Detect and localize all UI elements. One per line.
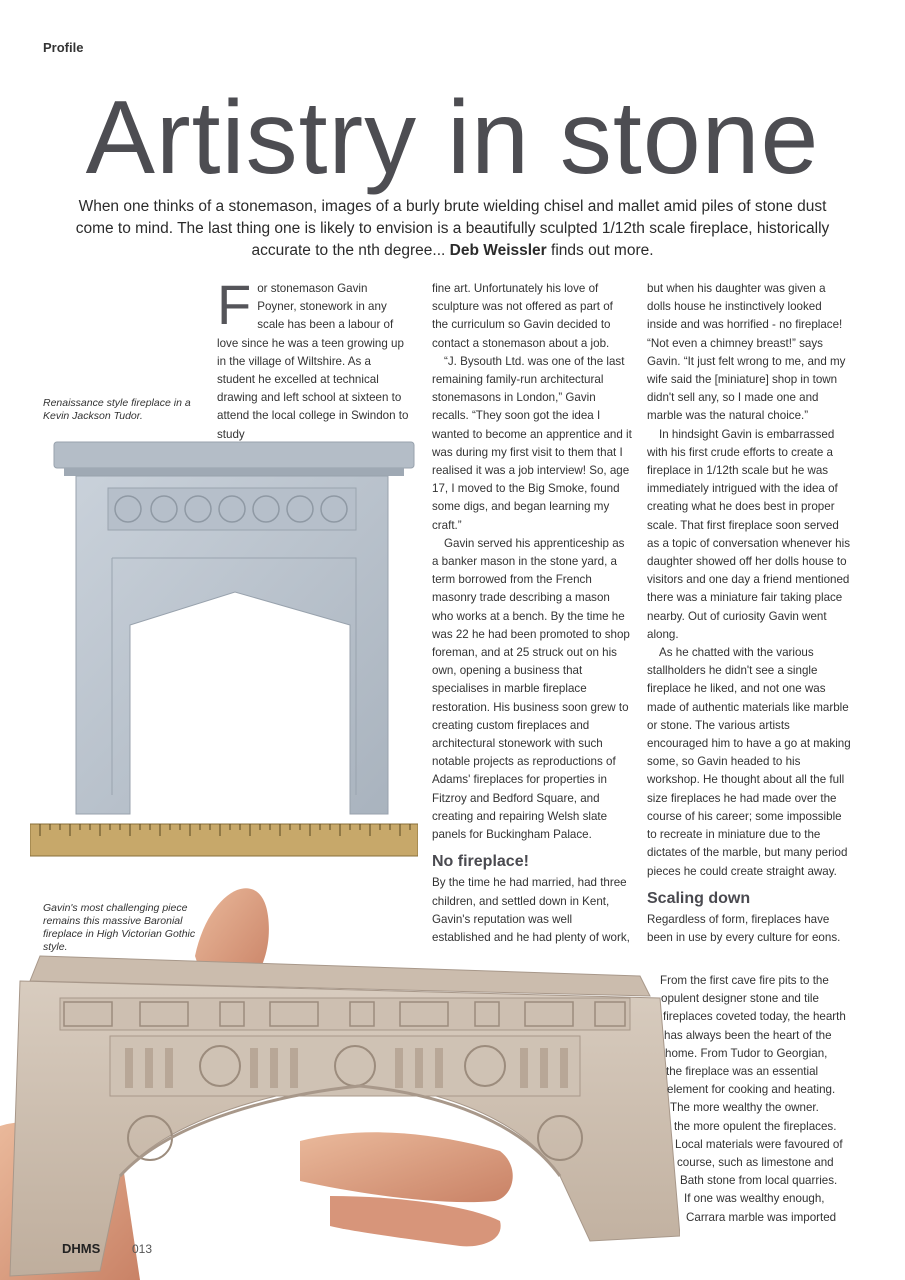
wrap-line: has always been the heart of the — [664, 1028, 832, 1042]
subheading-no-fireplace: No fireplace! — [432, 853, 529, 871]
author-name: Deb Weissler — [449, 242, 547, 259]
paragraph: By the time he had married, had three children, and settled down in Kent, Gavin's reputation was well established and he had plenty of work, — [432, 876, 630, 944]
wrap-line: opulent designer stone and tile — [661, 992, 819, 1006]
intro-suffix: finds out more. — [546, 242, 654, 259]
page-title: Artistry in stone — [85, 80, 820, 196]
renaissance-fireplace-photo — [30, 440, 418, 860]
caption-renaissance: Renaissance style fireplace in a Kevin Jackson Tudor. — [43, 397, 191, 422]
wrap-line: course, such as limestone and — [677, 1156, 834, 1170]
wrap-line: Carrara marble was imported — [686, 1210, 837, 1224]
wrap-line: home. From Tudor to Georgian, — [665, 1046, 828, 1060]
subheading-scaling-down: Scaling down — [647, 889, 751, 907]
article-column-3-wrap — [656, 972, 856, 1227]
section-label: Profile — [43, 40, 84, 55]
drop-cap: F — [217, 273, 252, 336]
footer-brand: DHMS — [62, 1241, 101, 1256]
paragraph — [217, 273, 409, 444]
paragraph: Gavin served his apprenticeship as a banker mason in the stone yard, a term borrowed from the French masonry trade describing a mason who works at a bench. By the time he was 22 he had been promoted to shop foreman, and at 25 struck out on his own, opening a business that specialises in marble fireplace restoration. His business soon grew to creating custom fireplaces and architectural stonework with such notable projects as reproductions of Adams' fireplaces for properties in Fitzroy and Bedford Square, and creating and repairing Welsh slate panels for Buckingham Palace. — [432, 536, 630, 842]
paragraph: In hindsight Gavin is embarrassed with his first crude efforts to create a fireplace in 1/12th scale but he was immediately intrigued with the idea of creating what he does best in proper scale. That first fireplace soon served as a topic of conversation whenever his daughter showed off her dolls house to visitors and one day a friend mentioned there was a miniature fair taking place nearby. Out of curiosity Gavin went along. — [647, 427, 851, 641]
wrap-line: If one was wealthy enough, — [684, 1192, 825, 1206]
paragraph: but when his daughter was given a dolls house he instinctively looked inside and was horrified - no fireplace! “Not even a chimney breast!” says Gavin. “It just felt wrong to me, and my wife said the [miniature] shop in town didn't sell any, so I made one and marble was the natural choice.” — [647, 282, 846, 423]
intro-text: When one thinks of a stonemason, images of a burly brute wielding chisel and mallet amid piles of stone dust come to mind. The last thing one is likely to envision is a beautifully sculpted 1/12th scale fireplace, historically accurate to the nth degree... — [75, 198, 830, 259]
wrap-line: the more opulent the fireplaces. — [674, 1119, 837, 1133]
paragraph: fine art. Unfortunately his love of sculpture was not offered as part of the curriculum so Gavin decided to contact a stonemason about a job. — [432, 282, 613, 350]
paragraph: As he chatted with the various stallholders he didn't see a single fireplace he liked, and not one was made of authentic materials like marble or stone. The various artists encouraged him to have a go at making some, so Gavin headed to his workshop. He thought about all the full size fireplaces he had made over the course of his career; some impossible to recreate in miniature due to the dictates of the marble, but many period pieces he could create straight away. — [647, 646, 851, 878]
article-column-3 — [647, 280, 852, 947]
wrap-line: The more wealthy the owner. — [670, 1101, 819, 1115]
article-column-1 — [217, 273, 409, 444]
paragraph-text: or stonemason Gavin Poyner, stonework in any scale has been a labour of love since he was a teen growing up in the village of Wiltshire. As a student he excelled at technical drawing and left school at sixteen to attend the local college in Swindon to study — [217, 282, 409, 441]
wrap-line: the fireplace was an essential — [666, 1065, 819, 1079]
wrap-line: Local materials were favoured of — [675, 1137, 843, 1151]
intro-standfirst — [60, 196, 845, 262]
article-column-2 — [432, 280, 632, 947]
wrap-line: Bath stone from local quarries. — [680, 1174, 838, 1188]
caption-baronial: Gavin's most challenging piece remains this massive Baronial fireplace in High Victorian Gothic style. — [43, 902, 196, 953]
wrap-line: From the first cave fire pits to the — [660, 974, 829, 987]
wrap-line: fireplaces coveted today, the hearth — [663, 1010, 846, 1024]
paragraph: Regardless of form, fireplaces have been in use by every culture for eons. — [647, 912, 841, 944]
paragraph: “J. Bysouth Ltd. was one of the last remaining family-run architectural stonemasons in London,” Gavin recalls. “They soon got the idea I wanted to become an apprentice and it was during my first visit to them that I realised it was a job interview! So, age 17, I moved to the Big Smoke, found some digs, and began learning my craft.” — [432, 354, 632, 532]
wrap-line: element for cooking and heating. — [667, 1083, 836, 1097]
footer-issue: 013 — [132, 1242, 153, 1256]
